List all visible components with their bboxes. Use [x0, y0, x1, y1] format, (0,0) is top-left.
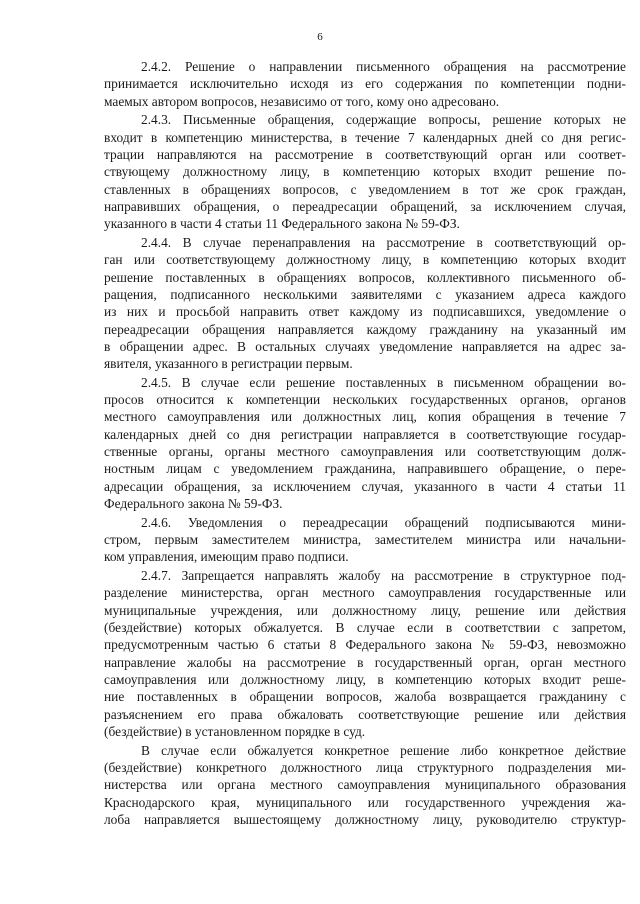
paragraph-2-4-5 — [104, 374, 626, 513]
text-line: 2.4.6. Уведомления о переадресации обращений подписываются мини- — [141, 514, 626, 530]
text-line: 2.4.2. Решение о направлении письменного обращения на рассмотрение — [141, 59, 626, 74]
text-line: разделение министерства, орган местного самоуправления государственные или — [104, 585, 626, 601]
paragraph-2-4-6 — [104, 514, 626, 566]
text-line: муниципальные учреждения, или должностному лицу, решение или действия — [104, 602, 626, 618]
paragraph-2-4-4 — [104, 234, 626, 373]
text-line: решение поставленных в обращениях вопросов, коллективного письменного об- — [104, 269, 626, 285]
text-line: переадресации обращения направляется каждому гражданину на указанный им — [104, 321, 626, 337]
text-line: ком управления, имеющим право подписи. — [104, 549, 349, 565]
text-line: в обращении адрес. В остальных случаях уведомление направляется на адрес за- — [104, 338, 626, 354]
text-line: входит в компетенцию министерства, в течение 7 календарных дней со дня регис- — [104, 129, 626, 145]
text-line: адресации обращения, за исключением случая, указанного в части 4 статьи 11 — [104, 478, 626, 494]
text-line: местного самоуправления или должностных лиц, копия обращения в течение 7 — [104, 409, 626, 425]
text-line: ращения, подписанного несколькими заявителями с указанием адреса каждого — [104, 286, 626, 302]
text-line: из них и просьбой направить ответ каждому из подписавшихся, уведомление о — [104, 304, 626, 320]
paragraph-2-4-3 — [104, 111, 626, 232]
text-line: 2.4.3. Письменные обращения, содержащие вопросы, решение которых не — [141, 112, 626, 128]
text-line: 2.4.7. Запрещается направлять жалобу на рассмотрение в структурное под- — [141, 567, 626, 583]
paragraph-2-4-2 — [104, 58, 626, 110]
text-line: принимается исключительно исходя из его содержания по компетенции подни- — [104, 76, 626, 92]
text-line: (бездействие) которых обжалуется. В случае если в соответствии с запретом, — [104, 619, 626, 635]
text-line: трации направляются на рассмотрение в соответствующий орган или соответ- — [104, 146, 626, 162]
document-body — [104, 58, 626, 829]
text-line: ственные органы, органы местного самоуправления или соответствующим долж- — [104, 444, 626, 460]
text-line: (бездействие) конкретного должностного лица структурного подразделения ми- — [104, 759, 626, 775]
text-line: ган или соответствующему должностному лицу, в компетенцию которых входит — [104, 252, 626, 268]
text-line: нистерства или органа местного самоуправления муниципального образования — [104, 777, 626, 793]
text-line: маемых автором вопросов, независимо от того, кому оно адресовано. — [104, 93, 500, 109]
text-line: лоба направляется вышестоящему должностному лицу, руководителю структур- — [104, 811, 626, 827]
text-line: ние поставленных в обращении вопросов, жалоба возвращается гражданину с — [104, 689, 626, 705]
text-line: стром, первым заместителем министра, заместителем министра или начальни- — [104, 532, 626, 548]
text-line: ностным лицам с уведомлением гражданина, направившего обращение, о пере- — [104, 461, 626, 477]
text-line: Федерального закона № 59-ФЗ. — [104, 496, 283, 512]
text-line: самоуправления или должностному лицу, в компетенцию которых входит реше- — [104, 671, 626, 687]
paragraph-appeal-forwarding — [104, 742, 626, 829]
page-number: 6 — [317, 31, 323, 43]
text-line: направление жалобы на рассмотрение в государственный орган, орган местного — [104, 654, 626, 670]
text-line: (бездействие) в установленном порядке в суд. — [104, 724, 366, 739]
text-line: ствующему должностному лицу, в компетенцию которых входит решение по- — [104, 164, 626, 180]
text-line: указанного в части 4 статьи 11 Федерального закона № 59-ФЗ. — [104, 216, 460, 232]
text-line: календарных дней со дня регистрации направляется в соответствующие государ- — [104, 426, 626, 442]
text-line: разъяснением его права обжаловать соответствующие решение или действия — [104, 706, 626, 722]
text-line: ставленных в обращениях вопросов, с уведомлением в тот же срок граждан, — [104, 181, 626, 197]
text-line: просов относится к компетенции нескольких государственных органов, органов — [104, 392, 626, 408]
text-line: направивших обращения, о переадресации обращений, за исключением случая, — [104, 198, 626, 214]
paragraph-2-4-7 — [104, 567, 626, 740]
text-line: В случае если обжалуется конкретное решение либо конкретное действие — [141, 742, 626, 758]
text-line: предусмотренным частью 6 статьи 8 Федерального закона № 59-ФЗ, невозможно — [104, 637, 626, 653]
text-line: 2.4.4. В случае перенаправления на рассмотрение в соответствующий ор- — [141, 234, 626, 250]
text-line: 2.4.5. В случае если решение поставленных в письменном обращении во- — [141, 374, 626, 390]
text-line: Краснодарского края, муниципального или государственного учреждения жа- — [104, 794, 626, 810]
text-line: явителя, указанного в регистрации первым. — [104, 356, 353, 372]
